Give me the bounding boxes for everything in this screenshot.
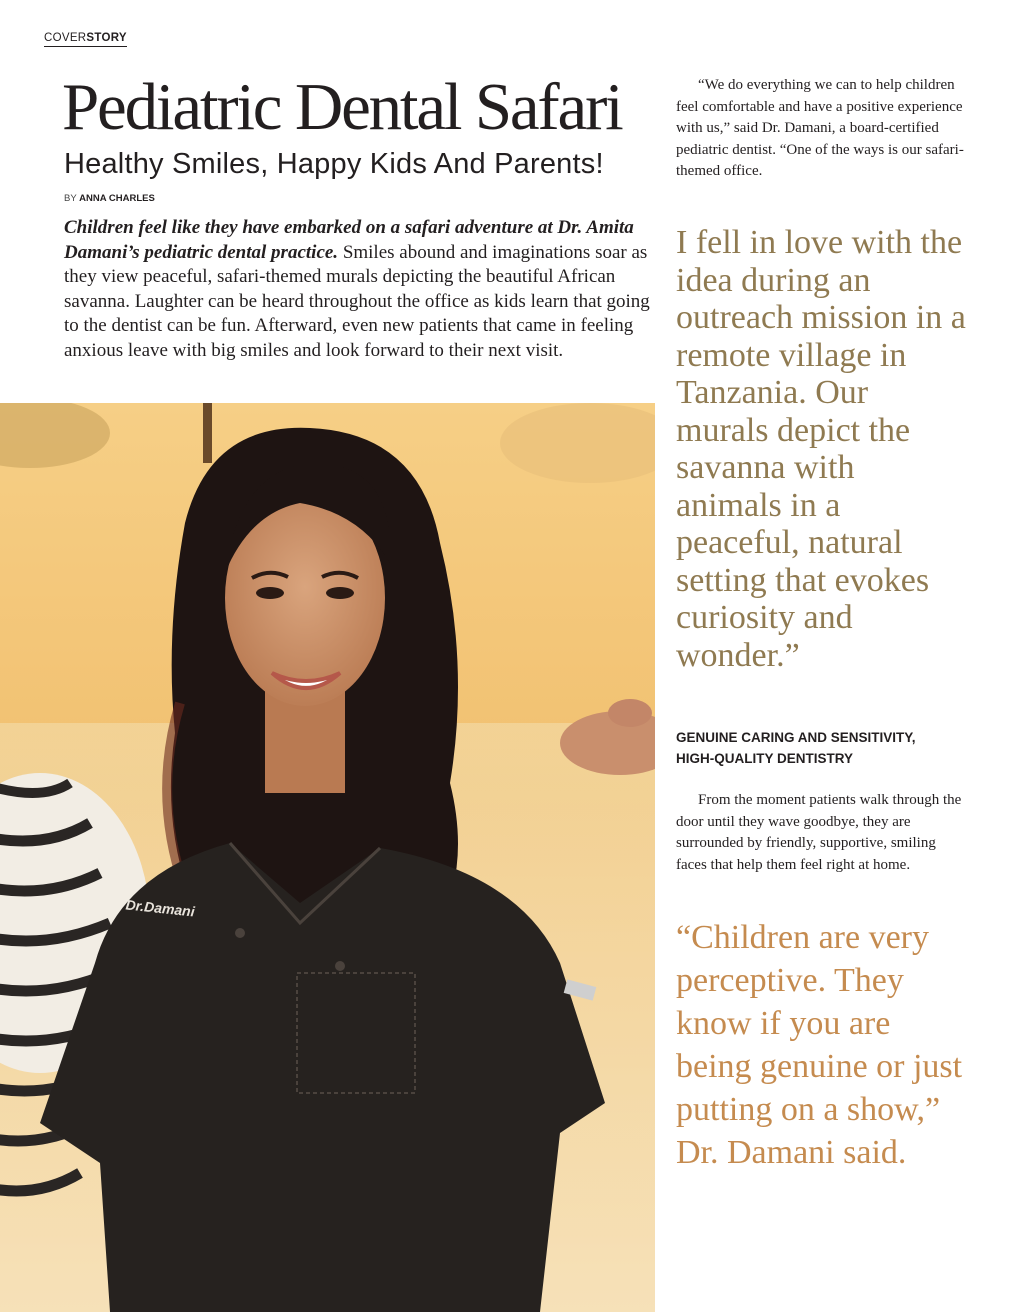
section-label: COVERSTORY	[44, 31, 127, 47]
intro-lead: Children feel like they have embarked on a safari adventure at Dr. Amita Damani’s pediatric dental practice.	[64, 217, 634, 263]
scrub-name-text: Dr.Damani	[124, 896, 196, 920]
pull-quote-children: “Children are very perceptive. They know if you are being genuine or just putting on a show,” Dr. Damani said.	[676, 919, 963, 1171]
byline: BY ANNA CHARLES	[64, 193, 155, 204]
portrait-photo	[0, 403, 655, 1312]
intro-paragraph	[64, 216, 656, 363]
article-subheadline: Healthy Smiles, Happy Kids And Parents!	[64, 148, 604, 180]
section-heading: GENUINE CARING AND SENSITIVITY, HIGH-QUALITY DENTISTRY	[676, 730, 916, 766]
opening-quote-paragraph: “We do everything we can to help children feel comfortable and have a positive experience with us,” said Dr. Damani, a board-certified pediatric dentist. “One of the ways is our safari-themed office.	[676, 77, 964, 179]
article-headline: Pediatric Dental Safari	[62, 70, 622, 144]
body-paragraph: From the moment patients walk through the door until they wave goodbye, they are surrounded by friendly, supportive, smiling faces that help them feel right at home.	[676, 792, 962, 873]
pull-quote-tanzania: I fell in love with the idea during an outreach mission in a remote village in Tanzania. Our murals depict the savanna with animals in a peaceful, natural setting that evokes curiosity and wonder.”	[676, 224, 966, 674]
intro-body: Smiles abound and imaginations soar as they view peaceful, safari-themed murals depicting the beautiful African savanna. Laughter can be heard throughout the office as kids learn that going to the dentist can be fun. Afterward, even new patients that came in feeling anxious leave with big smiles and look forward to their next visit.	[64, 241, 650, 361]
